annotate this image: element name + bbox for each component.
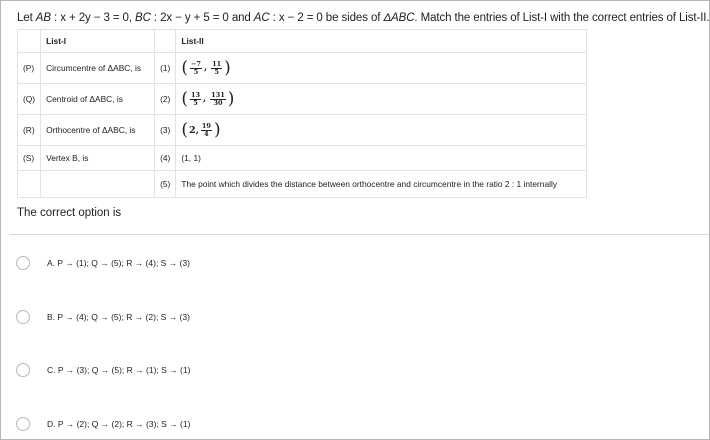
row-label: (S) [18, 146, 41, 171]
radio-button[interactable] [16, 310, 30, 324]
question-text: Let AB : x + 2y − 3 = 0, BC : 2x − y + 5 = 0 and AC : x − 2 = 0 be sides of ΔABC. Match the entries of List-I with the correct entries of List-II. [17, 12, 710, 24]
table-header-row [18, 30, 587, 53]
table-row [18, 115, 587, 146]
option-d[interactable] [16, 417, 190, 431]
table-row [18, 146, 587, 171]
divider [9, 234, 709, 235]
list2-header: List-II [176, 30, 587, 53]
match-table [17, 29, 587, 198]
table-row [18, 53, 587, 84]
list2-entry: (1, 1) [176, 146, 587, 171]
list2-number: (1) [155, 53, 176, 84]
list1-entry: Vertex B, is [41, 146, 155, 171]
list2-number: (5) [155, 171, 176, 198]
correct-option-label: The correct option is [17, 207, 122, 219]
row-label: (R) [18, 115, 41, 146]
list1-entry: Circumcentre of ΔABC, is [41, 53, 155, 84]
option-label: B. P → (4); Q → (5); R → (2); S → (3) [47, 312, 190, 322]
option-label: A. P → (1); Q → (5); R → (4); S → (3) [47, 258, 190, 268]
row-label [18, 171, 41, 198]
list1-entry: Orthocentre of ΔABC, is [41, 115, 155, 146]
row-label: (Q) [18, 84, 41, 115]
table-row [18, 84, 587, 115]
list2-number: (2) [155, 84, 176, 115]
list2-entry: ( $\frac{-7}{5}$ , $\frac{11}{5}$ ) [176, 53, 587, 84]
option-label: C. P → (3); Q → (5); R → (1); S → (1) [47, 365, 191, 375]
list1-entry [41, 171, 155, 198]
row-label: (P) [18, 53, 41, 84]
table-row [18, 171, 587, 198]
option-b[interactable] [16, 310, 190, 324]
list1-entry: Centroid of ΔABC, is [41, 84, 155, 115]
list1-header: List-I [41, 30, 155, 53]
list2-number: (4) [155, 146, 176, 171]
radio-button[interactable] [16, 417, 30, 431]
list2-entry: The point which divides the distance between orthocentre and circumcentre in the ratio 2 : 1 internally [176, 171, 587, 198]
option-label: D. P → (2); Q → (2); R → (3); S → (1) [47, 419, 191, 429]
option-a[interactable] [16, 256, 190, 270]
list2-entry: ( 2, $\frac{19}{4}$ ) [176, 115, 587, 146]
option-c[interactable] [16, 363, 190, 377]
radio-button[interactable] [16, 256, 30, 270]
list2-number: (3) [155, 115, 176, 146]
list2-entry: ( $\frac{13}{5}$ , $\frac{131}{30}$ ) [176, 84, 587, 115]
radio-button[interactable] [16, 363, 30, 377]
